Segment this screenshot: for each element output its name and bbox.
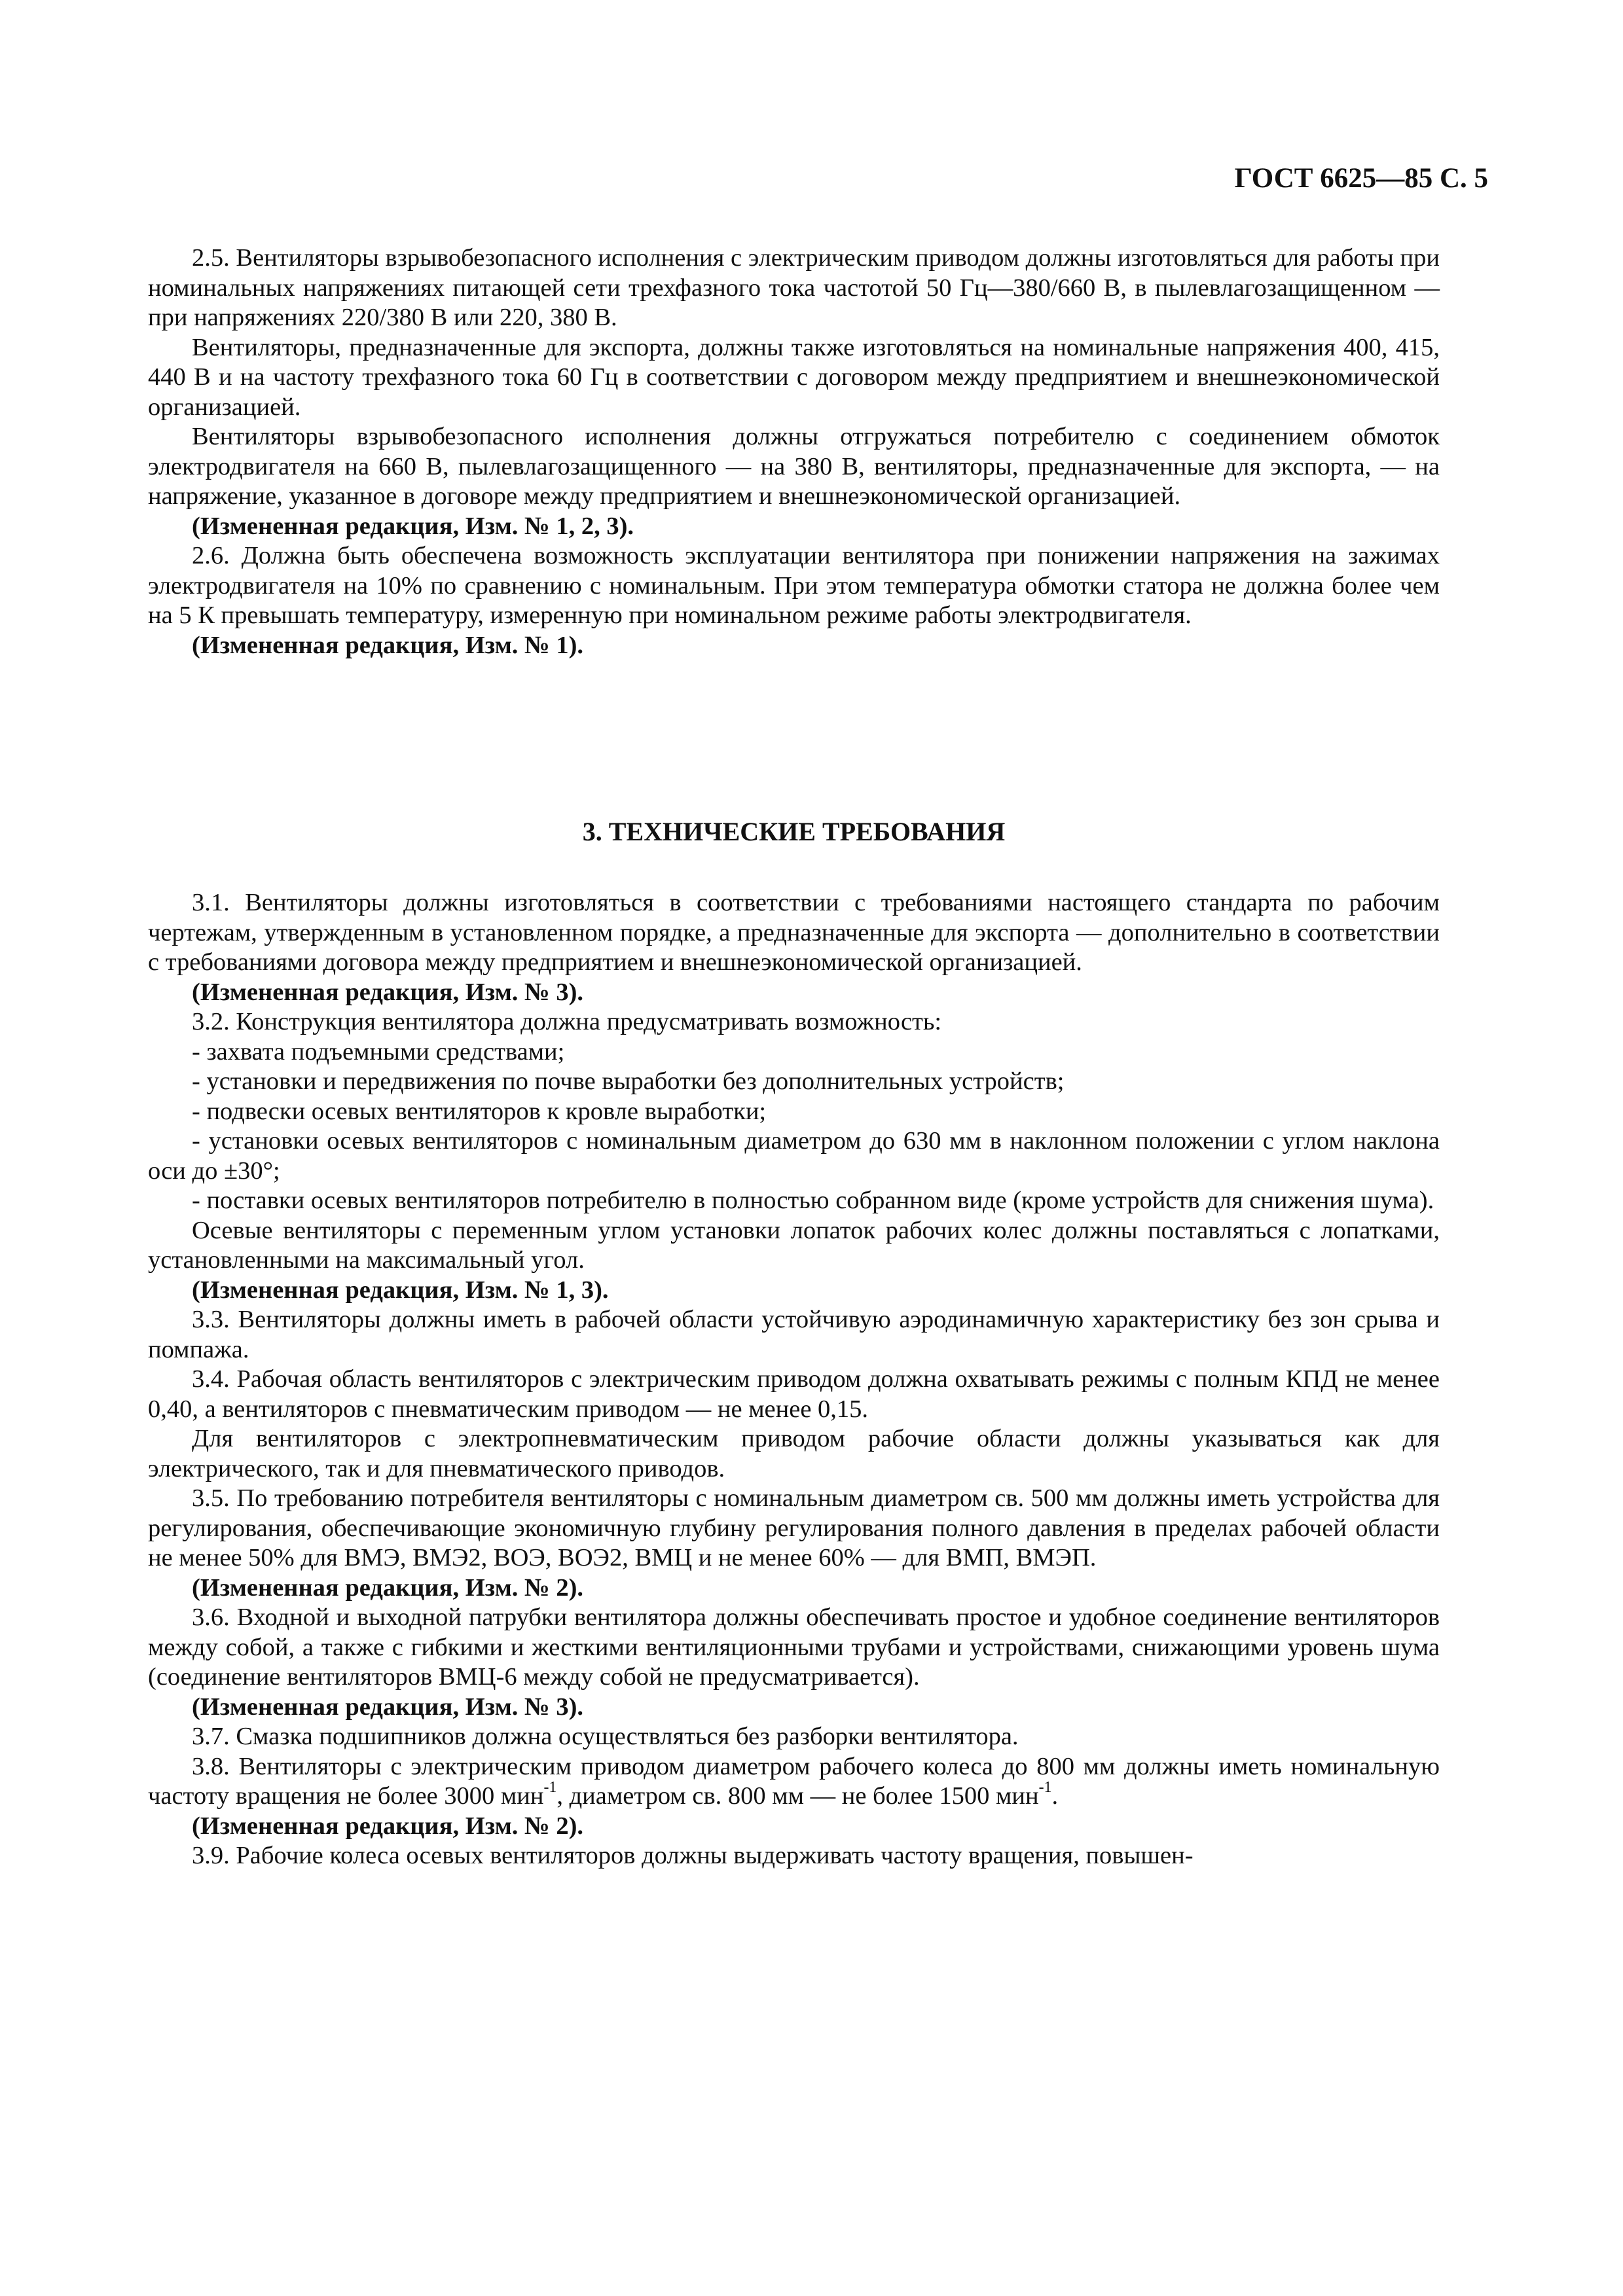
superscript: -1 bbox=[543, 1779, 557, 1797]
paragraph-shipping-connection: Вентиляторы взрывобезопасного исполнения должны отгружаться потребителю с соединением обмоток электродвигателя на 660 В, пылевлагозащищенного — на 380 В, вентиляторы, предназначенные для экспорта, — на напряжение, указанное в договоре между предприятием и внешнеэкономической организацией. bbox=[148, 423, 1440, 510]
list-item: - захвата подъемными средствами; bbox=[192, 1037, 565, 1066]
list-item: - подвески осевых вентиляторов к кровле выработки; bbox=[192, 1097, 767, 1125]
amendment-note: (Измененная редакция, Изм. № 2). bbox=[192, 1812, 584, 1840]
list-item: - поставки осевых вентиляторов потребителю в полностью собранном виде (кроме устройств для снижения шума). bbox=[192, 1187, 1434, 1214]
paragraph-3-6: 3.6. Входной и выходной патрубки вентилятора должны обеспечивать простое и удобное соединение вентиляторов между собой, а также с гибкими и жесткими вентиляционными трубами и устройствами, снижающими уровень шума (соединение вентиляторов ВМЦ-6 между собой не предусматривается). bbox=[148, 1604, 1440, 1691]
amendment-note: (Измененная редакция, Изм. № 2). bbox=[192, 1573, 584, 1602]
amendment-note: (Измененная редакция, Изм. № 1). bbox=[192, 631, 584, 659]
amendment-note: (Измененная редакция, Изм. № 3). bbox=[192, 1693, 584, 1721]
superscript: -1 bbox=[1038, 1779, 1052, 1797]
list-item: - установки осевых вентиляторов с номинальным диаметром до 630 мм в наклонном положении с углом наклона оси до ±30°; bbox=[148, 1127, 1440, 1185]
paragraph-3-9: 3.9. Рабочие колеса осевых вентиляторов должны выдерживать частоту вращения, повышен- bbox=[192, 1842, 1194, 1869]
amendment-note: (Измененная редакция, Изм. № 1, 2, 3). bbox=[192, 512, 634, 540]
section-3-body bbox=[148, 888, 1440, 1871]
text-run: 3.8. Вентиляторы с электрическим приводом диаметром рабочего колеса до 800 мм должны иметь номинальную частоту вращения не более 3000 мин bbox=[148, 1752, 1440, 1810]
text-run: , диаметром св. 800 мм — не более 1500 мин bbox=[556, 1782, 1039, 1810]
section-2-continuation bbox=[148, 243, 1440, 660]
section-title: 3. ТЕХНИЧЕСКИЕ ТРЕБОВАНИЯ bbox=[582, 817, 1006, 846]
paragraph-3-3: 3.3. Вентиляторы должны иметь в рабочей области устойчивую аэродинамичную характеристику без зон срыва и помпажа. bbox=[148, 1306, 1440, 1363]
paragraph-3-2: 3.2. Конструкция вентилятора должна предусматривать возможность: bbox=[192, 1008, 942, 1035]
paragraph-3-8 bbox=[148, 1752, 1440, 1812]
paragraph-electropneumatic: Для вентиляторов с электропневматическим приводом рабочие области должны указываться как для электрического, так и для пневматического приводов. bbox=[148, 1425, 1440, 1482]
paragraph-axial-blades: Осевые вентиляторы с переменным углом установки лопаток рабочих колес должны поставляться с лопатками, установленными на максимальный угол. bbox=[148, 1216, 1440, 1274]
paragraph-3-7: 3.7. Смазка подшипников должна осуществляться без разборки вентилятора. bbox=[192, 1723, 1019, 1750]
list-item: - установки и передвижения по почве выработки без дополнительных устройств; bbox=[192, 1067, 1065, 1095]
paragraph-export-voltages: Вентиляторы, предназначенные для экспорта, должны также изготовляться на номинальные напряжения 400, 415, 440 В и на частоту трехфазного тока 60 Гц в соответствии с договором между предприятием и внешнеэкономической организацией. bbox=[148, 333, 1440, 421]
page-header: ГОСТ 6625—85 С. 5 bbox=[1234, 163, 1488, 194]
paragraph-3-4: 3.4. Рабочая область вентиляторов с электрическим приводом должна охватывать режимы с полным КПД не менее 0,40, а вентиляторов с пневматическим приводом — не менее 0,15. bbox=[148, 1365, 1440, 1423]
amendment-note: (Измененная редакция, Изм. № 1, 3). bbox=[192, 1276, 609, 1304]
amendment-note: (Измененная редакция, Изм. № 3). bbox=[192, 978, 584, 1006]
paragraph-2-6: 2.6. Должна быть обеспечена возможность эксплуатации вентилятора при понижении напряжения на зажимах электродвигателя на 10% по сравнению с номинальным. При этом температура обмотки статора не должна более чем на 5 К превышать температуру, измеренную при номинальном режиме работы электродвигателя. bbox=[148, 542, 1440, 629]
paragraph-3-1: 3.1. Вентиляторы должны изготовляться в соответствии с требованиями настоящего стандарта по рабочим чертежам, утвержденным в установленном порядке, а предназначенные для экспорта — дополнительно в соответствии с требованиями договора между предприятием и внешнеэкономической организацией. bbox=[148, 889, 1440, 976]
paragraph-2-5: 2.5. Вентиляторы взрывобезопасного исполнения с электрическим приводом должны изготовляться для работы при номинальных напряжениях питающей сети трехфазного тока частотой 50 Гц—380/660 В, в пылевлагозащищенном — при напряжениях 220/380 В или 220, 380 В. bbox=[148, 244, 1440, 331]
text-run: . bbox=[1051, 1782, 1059, 1810]
paragraph-3-5: 3.5. По требованию потребителя вентиляторы с номинальным диаметром св. 500 мм должны иметь устройства для регулирования, обеспечивающие экономичную глубину регулирования полного давления в пределах рабочей области не менее 50% для ВМЭ, ВМЭ2, ВОЭ, ВОЭ2, ВМЦ и не менее 60% — для ВМП, ВМЭП. bbox=[148, 1484, 1440, 1571]
